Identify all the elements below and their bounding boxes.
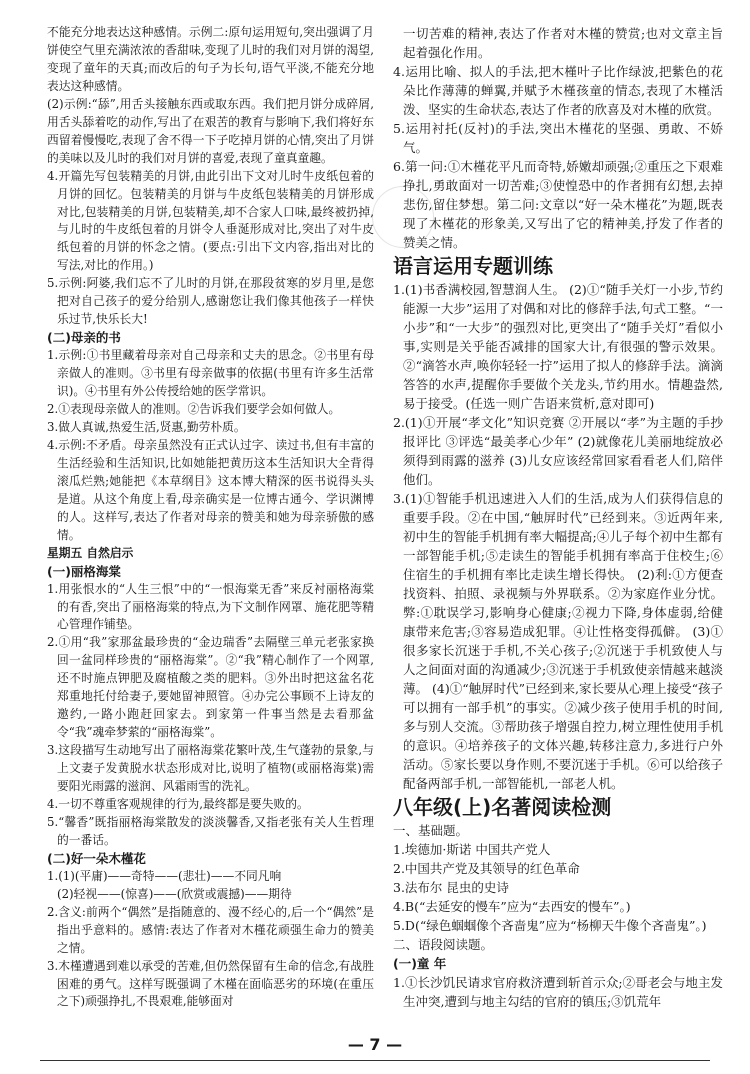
left-column: [47, 24, 374, 1011]
answer-item: 4.运用比喻、拟人的手法,把木槿叶子比作绿波,把紫色的花朵比作薄薄的蝉翼,并赋予木槿孩童的情态,表现了木槿活泼、坚实的生命状态,表达了作者的欣喜及对木槿的欣赏。: [393, 64, 723, 117]
paragraph: 不能充分地表达这种感情。示例二:原句运用短句,突出强调了月饼使空气里充满浓浓的香甜味,变现了儿时的我们对月饼的渴望,变现了童年的天真;而改后的句子为长句,语气平淡,不能充分地表达这种感情。: [47, 25, 374, 93]
section-heading: (一)童 年: [393, 956, 447, 971]
answer-item: 2.①用“我”家那盆最珍贵的“金边瑞香”去隔壁三单元老张家换回一盆同样珍贵的“丽格海棠”。②“我”精心制作了一个网罩,还不时施点钾肥及腐植酸之类的肥料。③外出时把这盆名花郑重地托付给妻子,要她留神照管。④办完公事顾不上诗友的邀约,一路小跑赶回家去。到家第一件事当然是去看那盆令“我”魂牵梦萦的“丽格海棠”。: [47, 635, 374, 740]
section-heading: (二)好一朵木槿花: [47, 850, 146, 866]
answer-item: 1.示例:①书里藏着母亲对自己母亲和丈夫的思念。②书里有母亲做人的准则。③书里有母亲做事的依据(书里有许多生活常识)。④书里有外公传授给她的医学常识。: [47, 348, 374, 399]
paragraph: 二、语段阅读题。: [393, 937, 494, 952]
answer-item: 6.第一问:①木槿花平凡而奇特,娇嫩却顽强;②重压之下艰难挣扎,勇敢面对一切苦难;③使惶恐中的作者拥有幻想,去掉悲伤,留住梦想。第二问:文章以“好一朵木槿花”为题,既表现了木槿花的形象美,又写出了它的精神美,抒发了作者的赞美之情。: [393, 159, 723, 250]
answer-item: 3.法布尔 昆虫的史诗: [393, 880, 509, 895]
answer-item: 2.含义:前两个“偶然”是指随意的、漫不经心的,后一个“偶然”是指出乎意料的。感情:表达了作者对木槿花顽强生命力的赞美之情。: [47, 904, 374, 955]
answer-item: 1.(1)书香满校园,智慧润人生。 (2)①“随手关灯一小步,节约能源一大步”运用了对偶和对比的修辞手法,句式工整。“一小步”和“一大步”的强烈对比,更突出了“随手关灯”看似小事,实则是关乎能否减排的国家大计,有很强的警示效果。 ②“滴答水声,唤你轻轻一拧”运用了拟人的修辞手法。滴滴答答的水声,提醒你手要做个关龙头,节约用水。情趣盎然,易于接受。(任选一则广告语来赏析,意对即可): [393, 282, 723, 411]
answer-item: 1.①长沙饥民请求官府救济遭到斩首示众;②哥老会与地主发生冲突,遭到与地主勾结的官府的镇压;③饥荒年: [393, 975, 723, 1009]
answer-item: 4.示例:不矛盾。母亲虽然没有正式认过字、读过书,但有丰富的生活经验和生活知识,比如她能把黄历这本生活知识大全背得滚瓜烂熟;她能把《本草纲目》这本博大精深的医书说得头头是道。从这个角度上看,母亲确实是一位博古通今、学识渊博的人。这样写,表达了作者对母亲的赞美和她为母亲骄傲的感情。: [47, 437, 374, 542]
answer-item: 3.做人真诚,热爱生活,贤惠,勤劳朴质。: [47, 419, 246, 434]
answer-item: 1.用张恨水的“人生三恨”中的“一恨海棠无香”来反衬丽格海棠的有香,突出了丽格海棠的特点,为下文制作网罩、施花肥等精心管理作铺垫。: [47, 581, 374, 632]
right-column: [393, 24, 723, 1011]
paragraph: (2)轻视——(惊喜)——(欣赏或震撼)——期待: [57, 886, 292, 901]
answer-item: 5.示例:阿婆,我们忘不了儿时的月饼,在那段贫寒的岁月里,是您把对自己孩子的爱分给别人,感谢您让我们像其他孩子一样快乐过节,快乐长大!: [47, 276, 374, 327]
page-number: — 7 —: [347, 1035, 403, 1054]
answer-item: 1.(1)(平庸)——奇特——(悲壮)——不同凡响: [47, 868, 282, 883]
answer-item: 3.这段描写生动地写出了丽格海棠花繁叶茂,生气蓬勃的景象,与上文妻子发黄脱水状态形成对比,说明了植物(或丽格海棠)需要阳光雨露的滋润、风霜雨雪的洗礼。: [47, 743, 374, 794]
section-heading: (一)丽格海棠: [47, 563, 121, 579]
answer-item: 4.一切不尊重客观规律的行为,最终都是要失败的。: [47, 796, 309, 811]
answer-item: 5.“馨香”既指丽格海棠散发的淡淡馨香,又指老张有关人生哲理的一番话。: [47, 814, 374, 847]
paragraph: 一、基础题。: [393, 823, 469, 838]
footer-divider: [40, 1060, 710, 1061]
answer-item: 3.(1)①智能手机迅速进入人们的生活,成为人们获得信息的重要手段。②在中国,“触屏时代”已经到来。③近两年来,初中生的智能手机拥有率大幅提高;④儿子每个初中生都有一部智能手机;⑤走读生的智能手机拥有率高于住校生;⑥住宿生的手机拥有率比走读生增长得快。 (2)利:①方便查找资料、拍照、录视频与外界联系。②为家庭作业分忧。弊:①耽误学习,影响身心健康;②视力下降,身体虚弱,给健康带来危害;③容易造成犯罪。④让性格变得孤僻。 (3)①很多家长沉迷于手机,不关心孩子;②沉迷于手机致使人与人之间面对面的沟通减少;③沉迷于手机致使亲情越来越淡薄。 (4)①“触屏时代”已经到来,家长要从心理上接受“孩子可以拥有一部手机”的事实。②减少孩子使用手机的时间,多与别人交流。③帮助孩子增强自控力,树立理性使用手机的意识。④培养孩子的文体兴趣,转移注意力,多进行户外活动。⑤家长要以身作则,不要沉迷于手机。⑥可以给孩子配备两部手机,一部智能机,一部老人机。: [393, 491, 723, 791]
answer-item: 1.埃德加·斯诺 中国共产党人: [393, 842, 551, 857]
day-heading: 星期五 自然启示: [47, 545, 134, 560]
answer-item: 2.中国共产党及其领导的红色革命: [393, 861, 580, 876]
answer-item: 4.B(“去延安的慢车”应为“去西安的慢车”。): [393, 899, 631, 914]
answer-item: 2.①表现母亲做人的准则。②告诉我们要学会如何做人。: [47, 402, 341, 417]
section-title: 语言运用专题训练: [393, 254, 553, 278]
section-heading: (二)母亲的书: [47, 330, 121, 346]
answer-item: 3.木槿遭遇到难以承受的苦难,但仍然保留有生命的信念,有战胜困难的勇气。这样写既强调了木槿在面临恶劣的环境(在重压之下)顽强挣扎,不畏艰难,能够面对: [47, 958, 374, 1009]
answer-item: 5.D(“绿色蝈蝈像个吝啬鬼”应为“杨柳天牛像个吝啬鬼”。): [393, 918, 707, 933]
paragraph: 一切苦难的精神,表达了作者对木槿的赞赏;也对文章主旨起着强化作用。: [403, 26, 723, 60]
answer-item: 4.开篇先写包装精美的月饼,由此引出下文对儿时牛皮纸包着的月饼的回忆。包装精美的月饼与牛皮纸包装精美的月饼形成对比,包装精美的月饼,包装精美,却不合家人口味,最终被扔掉,与儿时的牛皮纸包着的月饼令人垂涎形成对比,突出了对牛皮纸包着的月饼的怀念之情。(要点:引出下文内容,指出对比的写法,对比的作用。): [47, 168, 374, 273]
section-title: 八年级(上)名著阅读检测: [393, 795, 612, 819]
paragraph: (2)示例:“舔”,用舌头接触东西或取东西。我们把月饼分成碎屑,用舌头舔着吃的动作,写出了在艰苦的教育与影响下,我们将好东西留着慢慢吃,表现了舍不得一下子吃掉月饼的心情,突出了月饼的美味以及儿时的我们对月饼的喜爱,表现了童真童趣。: [47, 96, 374, 165]
answer-item: 2.(1)①开展“孝文化”知识竞赛 ②开展以“孝”为主题的手抄报评比 ③评选“最美孝心少年” (2)就像花儿美丽地绽放必须得到雨露的滋养 (3)儿女应该经常回家看看老人们,陪伴他们。: [393, 415, 723, 487]
answer-item: 5.运用衬托(反衬)的手法,突出木槿花的坚强、勇敢、不娇气。: [393, 121, 723, 155]
